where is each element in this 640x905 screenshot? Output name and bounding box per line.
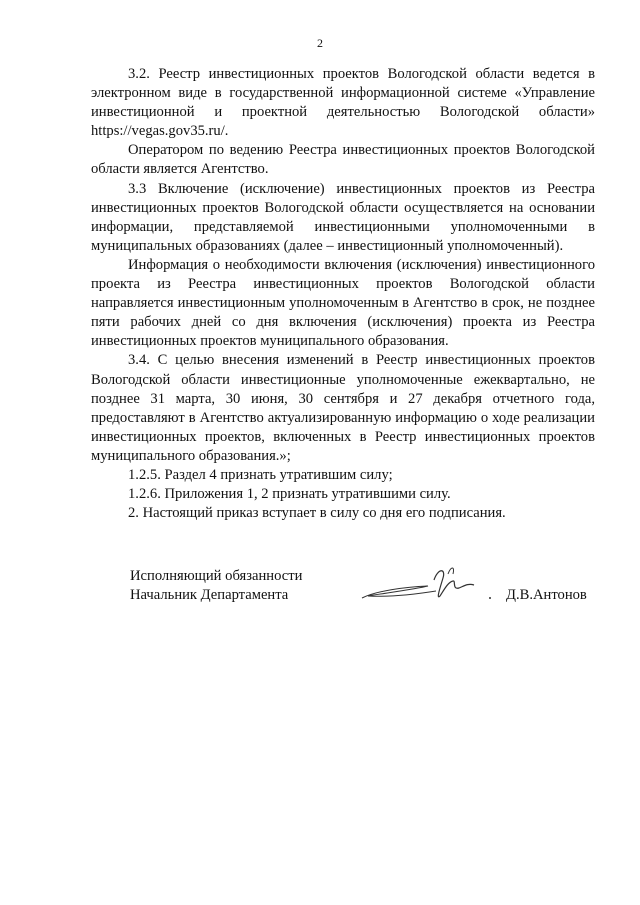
paragraph-3-2: 3.2. Реестр инвестиционных проектов Вологодской области ведется в электронном виде в государственной информационной системе «Управление инвестиционной и проектной деятельностью Вологодской области» https://vegas.gov35.ru/.	[91, 66, 595, 140]
paragraph-3-3: 3.3 Включение (исключение) инвестиционных проектов из Реестра инвестиционных проектов Вологодской области осуществляется на основании информации, представляемой инвестиционными уполномоченными в муниципальных образованиях (далее – инвестиционный уполномоченный).	[91, 180, 595, 254]
paragraph-3-4: 3.4. С целью внесения изменений в Реестр инвестиционных проектов Вологодской области инвестиционные уполномоченные ежеквартально, не позднее 31 марта, 30 июня, 30 сентября и 27 декабря отчетного года, предоставляют в Агентство актуализированную информацию о ходе реализации инвестиционных проектов, включенных в Реестр инвестиционных проектов муниципального образования.»;	[91, 352, 595, 464]
signature-position	[130, 567, 302, 605]
paragraph-2: 2. Настоящий приказ вступает в силу со дня его подписания.	[128, 505, 506, 522]
handwritten-signature-icon	[356, 560, 496, 608]
paragraph-operator: Оператором по ведению Реестра инвестиционных проектов Вологодской области является Агентство.	[91, 142, 595, 178]
signature-position-line1: Исполняющий обязанности	[130, 568, 303, 584]
paragraph-1-2-5: 1.2.5. Раздел 4 признать утратившим силу;	[128, 466, 393, 483]
paragraph-information: Информация о необходимости включения (исключения) инвестиционного проекта из Реестра инвестиционных проектов Вологодской области направляется инвестиционным уполномоченным в Агентство в срок, не позднее пяти рабочих дней со дня включения (исключения) проекта из Реестра инвестиционных проектов муниципального образования.	[91, 256, 595, 350]
signature-position-line2: Начальник Департамента	[130, 587, 289, 603]
document-body	[91, 65, 595, 523]
paragraph-1-2-6: 1.2.6. Приложения 1, 2 признать утратившими силу.	[128, 486, 451, 503]
page-number: 2	[317, 36, 323, 50]
signature-name: Д.В.Антонов	[506, 587, 587, 603]
